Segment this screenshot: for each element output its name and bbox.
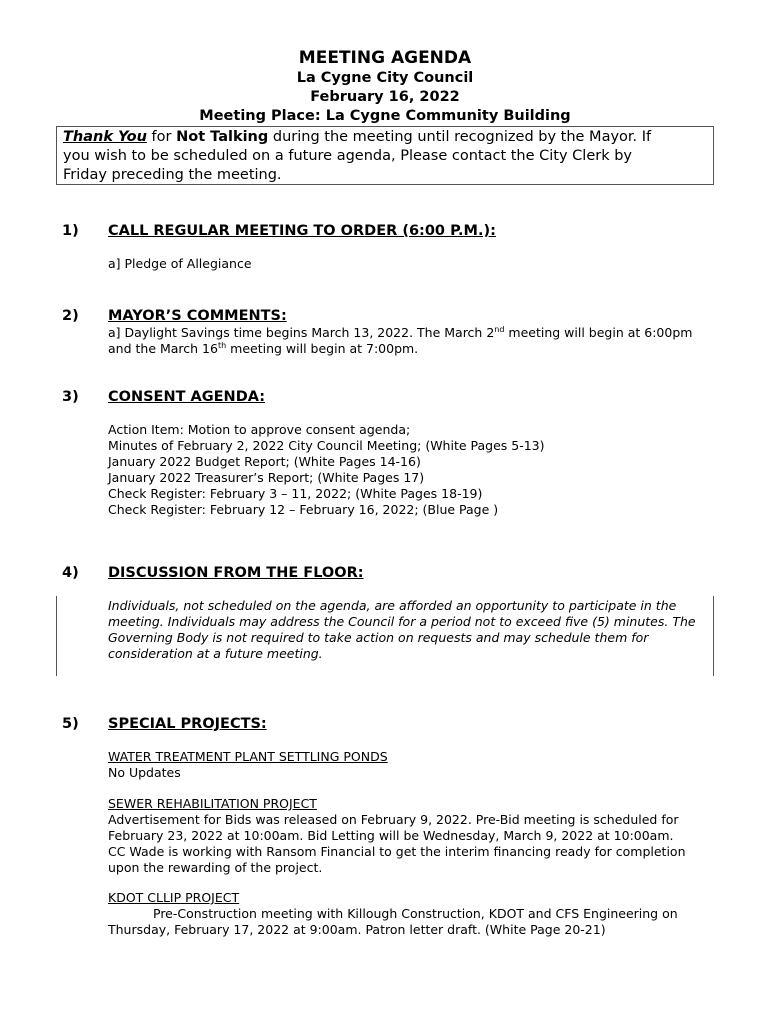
section-2-line-2-a: and the March 16	[108, 341, 218, 356]
section-5-title: SPECIAL PROJECTS:	[108, 716, 267, 732]
left-margin-line	[56, 596, 57, 676]
section-2-line-1-b: meeting will begin at 6:00pm	[504, 325, 693, 340]
project-line: Pre-Construction meeting with Killough Construction, KDOT and CFS Engineering on	[153, 906, 678, 921]
notice-line-2: you wish to be scheduled on a future agenda, Please contact the City Clerk by	[63, 148, 632, 164]
notice-not-talking: Not Talking	[176, 129, 269, 145]
consent-item: January 2022 Treasurer’s Report; (White Pages 17)	[108, 470, 425, 485]
section-1-number: 1)	[62, 223, 79, 239]
section-4-number: 4)	[62, 565, 79, 581]
page-title: MEETING AGENDA	[298, 48, 472, 68]
project-line: Advertisement for Bids was released on February 9, 2022. Pre-Bid meeting is scheduled for	[108, 812, 679, 827]
discussion-line: Individuals, not scheduled on the agenda, are afforded an opportunity to participate in the	[108, 598, 677, 613]
section-4-title: DISCUSSION FROM THE FLOOR:	[108, 565, 364, 581]
project-line: Thursday, February 17, 2022 at 9:00am. Patron letter draft. (White Page 20-21)	[108, 922, 606, 937]
section-2-line-1	[108, 325, 692, 341]
consent-item: Check Register: February 12 – February 16, 2022; (Blue Page )	[108, 502, 499, 517]
project-heading: WATER TREATMENT PLANT SETTLING PONDS	[108, 749, 388, 764]
section-1-title: CALL REGULAR MEETING TO ORDER (6:00 P.M.):	[108, 223, 496, 239]
notice-thank-you: Thank You	[63, 129, 147, 145]
council-name: La Cygne City Council	[296, 70, 474, 86]
project-water-treatment	[108, 749, 388, 781]
section-2-line-2-b: meeting will begin at 7:00pm.	[226, 341, 419, 356]
meeting-date: February 16, 2022	[310, 89, 460, 105]
discussion-line: consideration at a future meeting.	[108, 646, 323, 661]
section-1-item: a] Pledge of Allegiance	[108, 256, 252, 271]
discussion-line: Governing Body is not required to take action on requests and may schedule them for	[108, 630, 649, 645]
section-2-line-2	[108, 341, 692, 357]
consent-action-item: Action Item: Motion to approve consent agenda;	[108, 422, 411, 437]
right-margin-line	[713, 596, 714, 676]
project-heading: SEWER REHABILITATION PROJECT	[108, 796, 317, 811]
section-2-line-2-sup: th	[217, 341, 227, 350]
section-2-line-1-sup: nd	[494, 325, 505, 334]
notice-line-3: Friday preceding the meeting.	[63, 167, 282, 183]
section-5-number: 5)	[62, 716, 79, 732]
project-line: CC Wade is working with Ransom Financial to get the interim financing ready for completion	[108, 844, 686, 859]
project-kdot-cllip	[108, 890, 678, 938]
section-2-number: 2)	[62, 308, 79, 324]
section-2-title: MAYOR’S COMMENTS:	[108, 308, 287, 324]
notice-box	[56, 126, 714, 185]
consent-agenda-list	[108, 422, 545, 518]
project-heading: KDOT CLLIP PROJECT	[108, 890, 240, 905]
discussion-line: meeting. Individuals may address the Council for a period not to exceed five (5) minutes. The	[108, 614, 696, 629]
consent-item: Check Register: February 3 – 11, 2022; (White Pages 18-19)	[108, 486, 483, 501]
notice-line-1-rest: during the meeting until recognized by the Mayor. If	[268, 129, 652, 145]
meeting-place: Meeting Place: La Cygne Community Building	[199, 108, 571, 124]
project-sewer-rehabilitation	[108, 796, 686, 876]
section-2-line-1-a: a] Daylight Savings time begins March 13, 2022. The March 2	[108, 325, 495, 340]
notice-for: for	[146, 129, 177, 145]
discussion-text	[108, 598, 696, 662]
section-3-title: CONSENT AGENDA:	[108, 389, 266, 405]
project-line: upon the rewarding of the project.	[108, 860, 323, 875]
project-line: February 23, 2022 at 10:00am. Bid Letting will be Wednesday, March 9, 2022 at 10:00am.	[108, 828, 674, 843]
consent-item: Minutes of February 2, 2022 City Council Meeting; (White Pages 5-13)	[108, 438, 545, 453]
consent-item: January 2022 Budget Report; (White Pages 14-16)	[108, 454, 421, 469]
section-3-number: 3)	[62, 389, 79, 405]
project-line: No Updates	[108, 765, 181, 780]
section-2-text	[108, 325, 692, 357]
notice-line-1	[63, 128, 713, 147]
